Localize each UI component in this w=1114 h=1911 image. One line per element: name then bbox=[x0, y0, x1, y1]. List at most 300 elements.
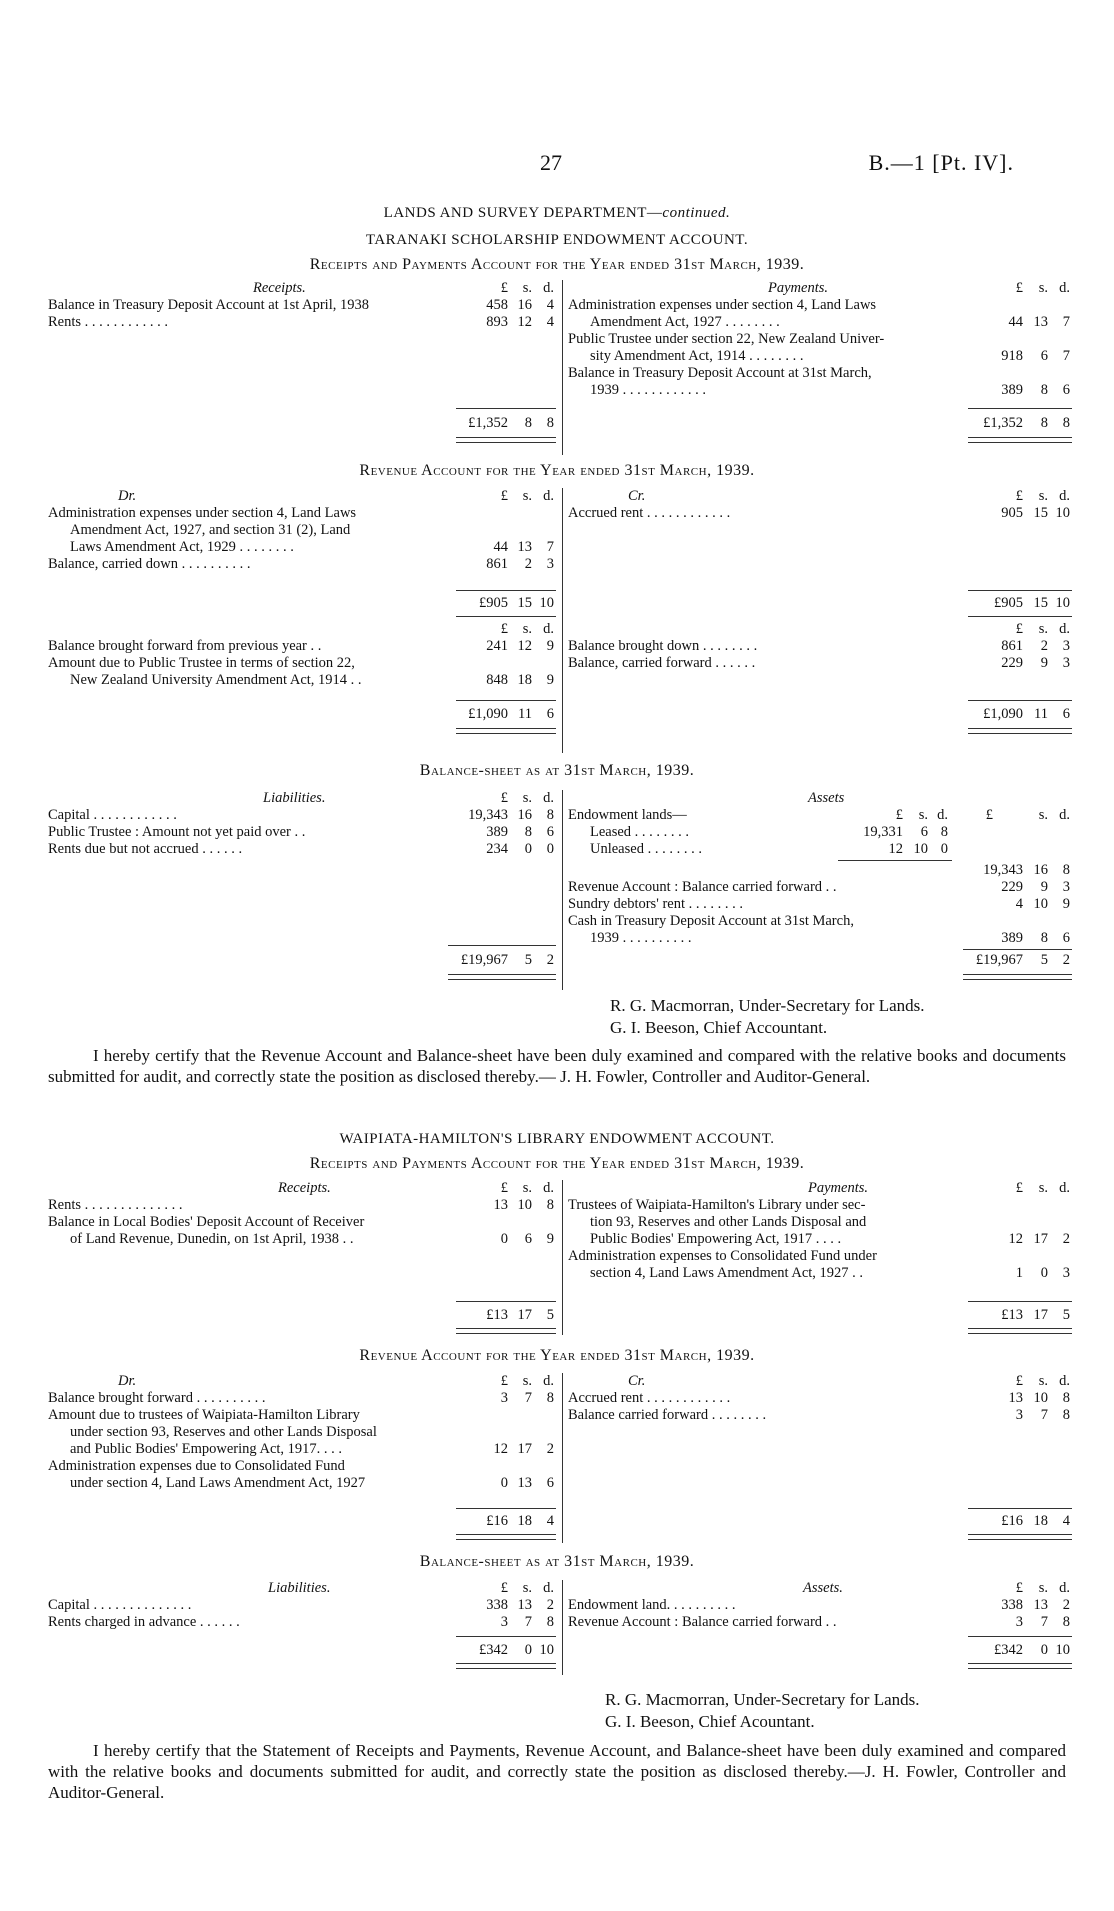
shillings-header: s. bbox=[522, 790, 532, 806]
receipts-header: Receipts. bbox=[253, 280, 306, 296]
total-pence: 10 bbox=[539, 595, 554, 611]
amount-shillings: 16 bbox=[1033, 862, 1048, 878]
receipts-side bbox=[48, 280, 558, 431]
amount-pence: 7 bbox=[546, 539, 554, 555]
amount-pence: 8 bbox=[1062, 1407, 1070, 1423]
credit-label: Balance carried forward . . . . . . . . bbox=[568, 1407, 767, 1423]
payments-total bbox=[568, 1307, 1073, 1324]
amount-pounds: 893 bbox=[486, 314, 508, 330]
payment-label-cont: Amendment Act, 1927 . . . . . . . . bbox=[590, 314, 780, 330]
debit-total bbox=[48, 1513, 558, 1530]
liabilities-header: Liabilities. bbox=[263, 790, 326, 806]
receipt-row-cont bbox=[48, 1231, 558, 1248]
asset-row bbox=[568, 913, 1073, 930]
double-rule bbox=[448, 974, 556, 980]
column-divider bbox=[562, 1180, 563, 1335]
debit-label-cont: Laws Amendment Act, 1929 . . . . . . . . bbox=[70, 539, 294, 555]
total-shillings: 11 bbox=[518, 706, 532, 722]
amount-pounds: 234 bbox=[486, 841, 508, 857]
asset-row bbox=[568, 1614, 1073, 1631]
total-pounds: £16 bbox=[1001, 1513, 1023, 1529]
pounds-header: £ bbox=[895, 807, 903, 823]
total-pence: 2 bbox=[546, 952, 554, 968]
amount-pounds: 389 bbox=[1001, 930, 1023, 946]
amount-shillings: 0 bbox=[524, 841, 532, 857]
waipiata-rp-title: Receipts and Payments Account for the Year ended 31st March, 1939. bbox=[309, 1155, 805, 1172]
payment-label-cont: section 4, Land Laws Amendment Act, 1927 . . bbox=[590, 1265, 864, 1281]
total-pence: 8 bbox=[1062, 415, 1070, 431]
shillings-header: s. bbox=[1038, 1580, 1048, 1596]
debit-row bbox=[48, 1390, 558, 1407]
total-shillings: 0 bbox=[1040, 1642, 1048, 1658]
debit-label-cont: and Public Bodies' Empowering Act, 1917. . . . bbox=[70, 1441, 343, 1457]
total-pence: 4 bbox=[546, 1513, 554, 1529]
double-rule bbox=[968, 1663, 1072, 1669]
amount-pounds: 19,343 bbox=[983, 862, 1023, 878]
amount-pounds: 0 bbox=[500, 1231, 508, 1247]
column-headers bbox=[48, 621, 558, 638]
total-pounds: £19,967 bbox=[460, 952, 508, 968]
total-shillings: 11 bbox=[1034, 706, 1048, 722]
liabilities-total bbox=[48, 1642, 558, 1659]
double-rule bbox=[968, 1328, 1072, 1334]
total-rule bbox=[968, 700, 1072, 701]
asset-subrow bbox=[568, 841, 1073, 858]
total-pounds: £342 bbox=[994, 1642, 1023, 1658]
receipts-total bbox=[48, 1307, 558, 1324]
audit-certificate: I hereby certify that the Statement of Receipts and Payments, Revenue Account, and Balance-sheet have been duly examined and compared with the relative books and documents submitted for audit, and correctly state the position as disclosed thereby.—J. H. Fowler, Controller and Auditor-General. bbox=[48, 1741, 1066, 1802]
total-shillings: 5 bbox=[524, 952, 532, 968]
payment-label: Administration expenses under section 4, Land Laws bbox=[568, 297, 877, 313]
liability-row bbox=[48, 1597, 558, 1614]
amount-pounds: 458 bbox=[486, 297, 508, 313]
debit-row-cont bbox=[48, 672, 558, 689]
amount-pence: 3 bbox=[546, 556, 554, 572]
credit-row bbox=[568, 655, 1073, 672]
total-rule bbox=[968, 590, 1072, 591]
credit-label: Accrued rent . . . . . . . . . . . . bbox=[568, 1390, 731, 1406]
pounds-header: £ bbox=[1015, 488, 1023, 504]
amount-shillings: 2 bbox=[1040, 638, 1048, 654]
amount-pence: 3 bbox=[1062, 655, 1070, 671]
total-pence: 10 bbox=[539, 1642, 554, 1658]
debit-side bbox=[48, 488, 558, 722]
amount-shillings: 6 bbox=[920, 824, 928, 840]
credit-total bbox=[568, 706, 1073, 723]
amount-shillings: 13 bbox=[1033, 314, 1048, 330]
pence-header: d. bbox=[543, 1580, 554, 1596]
dr-label: Dr. bbox=[118, 1373, 137, 1389]
shillings-header: s. bbox=[522, 1180, 532, 1196]
amount-pounds: 861 bbox=[1001, 638, 1023, 654]
amount-pounds: 229 bbox=[1001, 655, 1023, 671]
amount-shillings: 9 bbox=[1040, 655, 1048, 671]
amount-pounds: 389 bbox=[1001, 382, 1023, 398]
asset-row-cont bbox=[568, 930, 1073, 947]
payment-row-cont bbox=[568, 382, 1073, 399]
amount-pence: 9 bbox=[546, 1231, 554, 1247]
pence-header: d. bbox=[543, 1373, 554, 1389]
shillings-header: s. bbox=[1038, 488, 1048, 504]
signature-under-secretary: R. G. Macmorran, Under-Secretary for Lands. bbox=[610, 996, 925, 1015]
asset-row bbox=[568, 1597, 1073, 1614]
amount-shillings: 16 bbox=[517, 297, 532, 313]
amount-pounds: 241 bbox=[486, 638, 508, 654]
amount-shillings: 6 bbox=[1040, 348, 1048, 364]
payment-row-cont bbox=[568, 348, 1073, 365]
amount-pounds: 3 bbox=[500, 1614, 508, 1630]
column-divider bbox=[562, 790, 563, 990]
payment-row bbox=[568, 297, 1073, 314]
total-shillings: 15 bbox=[517, 595, 532, 611]
waipiata-balance-sheet bbox=[48, 1580, 1073, 1675]
pence-header: d. bbox=[1059, 1580, 1070, 1596]
debit-row-cont bbox=[48, 539, 558, 556]
assets-header: Assets. bbox=[803, 1580, 843, 1596]
taranaki-revenue-account bbox=[48, 488, 1073, 753]
credit-label: Accrued rent . . . . . . . . . . . . bbox=[568, 505, 731, 521]
liability-label: Capital . . . . . . . . . . . . . . bbox=[48, 1597, 192, 1613]
debit-total bbox=[48, 706, 558, 723]
double-rule bbox=[456, 1534, 556, 1540]
total-shillings: 18 bbox=[1033, 1513, 1048, 1529]
shillings-header: s. bbox=[522, 1373, 532, 1389]
amount-pence: 6 bbox=[1062, 930, 1070, 946]
amount-pounds: 338 bbox=[1001, 1597, 1023, 1613]
amount-pence: 9 bbox=[546, 638, 554, 654]
amount-shillings: 13 bbox=[517, 539, 532, 555]
column-headers bbox=[568, 621, 1073, 638]
signature-chief-accountant: G. I. Beeson, Chief Accountant. bbox=[610, 1018, 828, 1037]
total-pence: 5 bbox=[1062, 1307, 1070, 1323]
continued-label: continued. bbox=[662, 205, 731, 221]
payment-label-cont: sity Amendment Act, 1914 . . . . . . . . bbox=[590, 348, 804, 364]
double-rule bbox=[456, 1663, 556, 1669]
amount-pounds: 12 bbox=[888, 841, 903, 857]
total-pounds: £1,352 bbox=[468, 415, 508, 431]
total-rule bbox=[456, 408, 556, 409]
amount-shillings: 17 bbox=[517, 1441, 532, 1457]
pence-header: d. bbox=[543, 488, 554, 504]
shillings-header: s. bbox=[1038, 1180, 1048, 1196]
total-pence: 2 bbox=[1062, 952, 1070, 968]
total-shillings: 5 bbox=[1040, 952, 1048, 968]
amount-pence: 9 bbox=[1062, 896, 1070, 912]
asset-row bbox=[568, 807, 1073, 824]
pounds-header: £ bbox=[500, 1180, 508, 1196]
amount-pence: 3 bbox=[1062, 879, 1070, 895]
debit-label: Balance, carried down . . . . . . . . . . bbox=[48, 556, 251, 572]
signature-under-secretary: R. G. Macmorran, Under-Secretary for Lands. bbox=[605, 1690, 920, 1709]
amount-shillings: 10 bbox=[1033, 1390, 1048, 1406]
amount-pence: 2 bbox=[1062, 1597, 1070, 1613]
amount-shillings: 8 bbox=[1040, 382, 1048, 398]
amount-pence: 4 bbox=[546, 314, 554, 330]
asset-label: Revenue Account : Balance carried forward . . bbox=[568, 879, 837, 895]
shillings-header: s. bbox=[522, 621, 532, 637]
endowment-total bbox=[568, 862, 1073, 879]
amount-pounds: 13 bbox=[1008, 1390, 1023, 1406]
total-pence: 5 bbox=[546, 1307, 554, 1323]
signature-chief-accountant: G. I. Beeson, Chief Acountant. bbox=[605, 1712, 815, 1731]
pence-header: d. bbox=[1059, 621, 1070, 637]
waipiata-revenue-account bbox=[48, 1373, 1073, 1543]
total-pence: 10 bbox=[1055, 1642, 1070, 1658]
amount-pounds: 848 bbox=[486, 672, 508, 688]
payments-side bbox=[568, 1180, 1073, 1323]
amount-pence: 10 bbox=[1055, 505, 1070, 521]
pence-header: d. bbox=[1059, 488, 1070, 504]
pounds-header: £ bbox=[1015, 280, 1023, 296]
double-rule bbox=[968, 437, 1072, 443]
amount-pounds: 19,343 bbox=[468, 807, 508, 823]
amount-pence: 7 bbox=[1062, 314, 1070, 330]
amount-shillings: 7 bbox=[524, 1390, 532, 1406]
amount-pence: 8 bbox=[1062, 862, 1070, 878]
double-rule bbox=[456, 437, 556, 443]
amount-pence: 8 bbox=[546, 1197, 554, 1213]
pounds-header: £ bbox=[500, 488, 508, 504]
debit-row bbox=[48, 655, 558, 672]
credit-total bbox=[568, 1513, 1073, 1530]
assets-total bbox=[568, 952, 1073, 969]
amount-pence: 0 bbox=[546, 841, 554, 857]
pence-header: d. bbox=[543, 790, 554, 806]
amount-pounds: 12 bbox=[493, 1441, 508, 1457]
liability-row bbox=[48, 841, 558, 858]
credit-row bbox=[568, 1390, 1073, 1407]
amount-shillings: 13 bbox=[517, 1597, 532, 1613]
debit-side bbox=[48, 1373, 558, 1529]
pence-header: d. bbox=[1059, 1180, 1070, 1196]
amount-pounds: 1 bbox=[1015, 1265, 1023, 1281]
amount-shillings: 13 bbox=[517, 1475, 532, 1491]
amount-shillings: 2 bbox=[524, 556, 532, 572]
column-divider bbox=[562, 488, 563, 753]
amount-pounds: 44 bbox=[1008, 314, 1023, 330]
pounds-header: £ bbox=[1015, 1180, 1023, 1196]
liabilities-header: Liabilities. bbox=[268, 1580, 331, 1596]
page-number: 27 bbox=[540, 150, 562, 175]
payments-header: Payments. bbox=[808, 1180, 868, 1196]
pounds-header: £ bbox=[1015, 1373, 1023, 1389]
liability-row bbox=[48, 1614, 558, 1631]
liabilities-side bbox=[48, 1580, 558, 1658]
total-pence: 8 bbox=[546, 415, 554, 431]
pounds-header: £ bbox=[500, 621, 508, 637]
total-pounds: £1,090 bbox=[983, 706, 1023, 722]
receipts-side bbox=[48, 1180, 558, 1323]
amount-pounds: 905 bbox=[1001, 505, 1023, 521]
asset-label: Endowment lands— bbox=[568, 807, 687, 823]
total-shillings: 8 bbox=[1040, 415, 1048, 431]
amount-pence: 2 bbox=[546, 1441, 554, 1457]
pounds-header: £ bbox=[1015, 621, 1023, 637]
pounds-header: £ bbox=[500, 280, 508, 296]
payment-label-cont: tion 93, Reserves and other Lands Disposal and bbox=[590, 1214, 867, 1230]
asset-label: Cash in Treasury Deposit Account at 31st March, bbox=[568, 913, 854, 929]
amount-shillings: 8 bbox=[1040, 930, 1048, 946]
amount-pounds: 389 bbox=[486, 824, 508, 840]
receipt-label: Rents . . . . . . . . . . . . . . bbox=[48, 1197, 183, 1213]
total-shillings: 15 bbox=[1033, 595, 1048, 611]
pounds-header: £ bbox=[500, 790, 508, 806]
payment-row-cont bbox=[568, 314, 1073, 331]
asset-subrow bbox=[568, 824, 1073, 841]
taranaki-rp-title: Receipts and Payments Account for the Year ended 31st March, 1939. bbox=[309, 256, 805, 273]
taranaki-account-title: TARANAKI SCHOLARSHIP ENDOWMENT ACCOUNT. bbox=[365, 232, 749, 248]
amount-pounds: 918 bbox=[1001, 348, 1023, 364]
total-pounds: £1,352 bbox=[983, 415, 1023, 431]
total-pounds: £13 bbox=[1001, 1307, 1023, 1323]
total-rule bbox=[456, 700, 556, 701]
debit-label: Balance brought forward . . . . . . . . . . bbox=[48, 1390, 266, 1406]
payment-row bbox=[568, 331, 1073, 348]
amount-shillings: 13 bbox=[1033, 1597, 1048, 1613]
double-rule bbox=[456, 728, 556, 734]
payment-label-cont: 1939 . . . . . . . . . . . . bbox=[590, 382, 706, 398]
amount-pounds: 229 bbox=[1001, 879, 1023, 895]
receipt-label: Balance in Treasury Deposit Account at 1st April, 1938 bbox=[48, 297, 369, 313]
debit-label: Balance brought forward from previous year . . bbox=[48, 638, 322, 654]
double-rule bbox=[968, 1534, 1072, 1540]
debit-label-cont: Amendment Act, 1927, and section 31 (2), Land bbox=[70, 522, 351, 538]
credit-side bbox=[568, 488, 1073, 722]
department-name: LANDS AND SURVEY DEPARTMENT— bbox=[383, 205, 663, 221]
asset-label: Revenue Account : Balance carried forward . . bbox=[568, 1614, 837, 1630]
amount-pence: 0 bbox=[940, 841, 948, 857]
asset-sublabel: Leased . . . . . . . . bbox=[590, 824, 690, 840]
liability-label: Capital . . . . . . . . . . . . bbox=[48, 807, 177, 823]
assets-header: Assets bbox=[808, 790, 845, 806]
column-divider bbox=[562, 280, 563, 455]
amount-shillings: 17 bbox=[1033, 1231, 1048, 1247]
total-shillings: 18 bbox=[517, 1513, 532, 1529]
amount-pounds: 12 bbox=[1008, 1231, 1023, 1247]
debit-label: Administration expenses under section 4, Land Laws bbox=[48, 505, 357, 521]
amount-pence: 8 bbox=[546, 807, 554, 823]
total-pence: 6 bbox=[546, 706, 554, 722]
waipiata-revenue-title: Revenue Account for the Year ended 31st March, 1939. bbox=[359, 1347, 755, 1364]
amount-pounds: 338 bbox=[486, 1597, 508, 1613]
amount-shillings: 8 bbox=[524, 824, 532, 840]
pence-header: d. bbox=[543, 1180, 554, 1196]
liability-row bbox=[48, 824, 558, 841]
double-rule bbox=[963, 974, 1072, 980]
total-rule bbox=[968, 1636, 1072, 1637]
amount-pounds: 44 bbox=[493, 539, 508, 555]
shillings-header: s. bbox=[1038, 807, 1048, 823]
total-rule bbox=[968, 1301, 1072, 1302]
debit-row bbox=[48, 1407, 558, 1424]
debit-row bbox=[48, 556, 558, 573]
audit-certificate: I hereby certify that the Revenue Account and Balance-sheet have been duly examined and compared with the relative books and documents submitted for audit, and correctly state the position as disclosed thereby.— J. H. Fowler, Controller and Auditor-General. bbox=[48, 1046, 1066, 1086]
debit-row-cont bbox=[48, 1424, 558, 1441]
total-pence: 6 bbox=[1062, 706, 1070, 722]
taranaki-receipts-payments bbox=[48, 280, 1073, 455]
taranaki-balance-sheet bbox=[48, 790, 1073, 990]
cr-label: Cr. bbox=[628, 488, 646, 504]
amount-shillings: 15 bbox=[1033, 505, 1048, 521]
liabilities-total bbox=[48, 952, 558, 969]
total-pounds: £16 bbox=[486, 1513, 508, 1529]
amount-pence: 2 bbox=[546, 1597, 554, 1613]
department-title bbox=[0, 205, 1114, 222]
debit-row-cont bbox=[48, 1475, 558, 1492]
shillings-header: s. bbox=[918, 807, 928, 823]
amount-shillings: 7 bbox=[1040, 1407, 1048, 1423]
asset-row bbox=[568, 896, 1073, 913]
asset-sublabel: Unleased . . . . . . . . bbox=[590, 841, 702, 857]
pounds-header: £ bbox=[985, 807, 993, 823]
liabilities-side bbox=[48, 790, 558, 968]
amount-pence: 6 bbox=[546, 824, 554, 840]
payments-total bbox=[568, 415, 1073, 432]
double-rule bbox=[968, 728, 1072, 734]
payment-label: Public Trustee under section 22, New Zealand Univer- bbox=[568, 331, 885, 347]
payment-row bbox=[568, 365, 1073, 382]
amount-shillings: 18 bbox=[517, 672, 532, 688]
amount-pence: 7 bbox=[1062, 348, 1070, 364]
receipt-row bbox=[48, 314, 558, 331]
receipt-label: Rents . . . . . . . . . . . . bbox=[48, 314, 169, 330]
taranaki-balance-sheet-title: Balance-sheet as at 31st March, 1939. bbox=[419, 762, 695, 779]
column-divider bbox=[562, 1580, 563, 1675]
total-pence: 4 bbox=[1062, 1513, 1070, 1529]
payment-label: Administration expenses to Consolidated Fund under bbox=[568, 1248, 877, 1264]
credit-label: Balance, carried forward . . . . . . bbox=[568, 655, 756, 671]
pence-header: d. bbox=[1059, 280, 1070, 296]
total-shillings: 17 bbox=[517, 1307, 532, 1323]
assets-side bbox=[568, 790, 1073, 968]
total-rule bbox=[968, 1508, 1072, 1509]
taranaki-revenue-title: Revenue Account for the Year ended 31st March, 1939. bbox=[359, 462, 755, 479]
total-pounds: £905 bbox=[994, 595, 1023, 611]
amount-pence: 4 bbox=[546, 297, 554, 313]
pence-header: d. bbox=[1059, 1373, 1070, 1389]
amount-pounds: 4 bbox=[1015, 896, 1023, 912]
pence-header: d. bbox=[543, 621, 554, 637]
pence-header: d. bbox=[543, 280, 554, 296]
waipiata-account-title: WAIPIATA-HAMILTON'S LIBRARY ENDOWMENT ACCOUNT. bbox=[339, 1131, 775, 1147]
receipt-label: Balance in Local Bodies' Deposit Account of Receiver bbox=[48, 1214, 365, 1230]
amount-pence: 6 bbox=[546, 1475, 554, 1491]
amount-pence: 8 bbox=[546, 1390, 554, 1406]
credit-row bbox=[568, 638, 1073, 655]
payment-label-cont: Public Bodies' Empowering Act, 1917 . . . . bbox=[590, 1231, 842, 1247]
total-pounds: £19,967 bbox=[975, 952, 1023, 968]
shillings-header: s. bbox=[522, 488, 532, 504]
amount-pence: 3 bbox=[1062, 1265, 1070, 1281]
debit-total bbox=[48, 595, 558, 612]
debit-label: Amount due to Public Trustee in terms of section 22, bbox=[48, 655, 355, 671]
payments-side bbox=[568, 280, 1073, 431]
asset-row bbox=[568, 879, 1073, 896]
shillings-header: s. bbox=[1038, 280, 1048, 296]
debit-row bbox=[48, 505, 558, 522]
amount-shillings: 7 bbox=[524, 1614, 532, 1630]
credit-side bbox=[568, 1373, 1073, 1529]
subtotal-rule bbox=[838, 860, 952, 861]
credit-row bbox=[568, 505, 1073, 522]
amount-shillings: 6 bbox=[524, 1231, 532, 1247]
payment-row-cont bbox=[568, 1265, 1073, 1282]
debit-row-cont bbox=[48, 1441, 558, 1458]
shillings-header: s. bbox=[522, 280, 532, 296]
payment-label: Trustees of Waipiata-Hamilton's Library under sec- bbox=[568, 1197, 866, 1213]
credit-total bbox=[568, 595, 1073, 612]
amount-pence: 9 bbox=[546, 672, 554, 688]
